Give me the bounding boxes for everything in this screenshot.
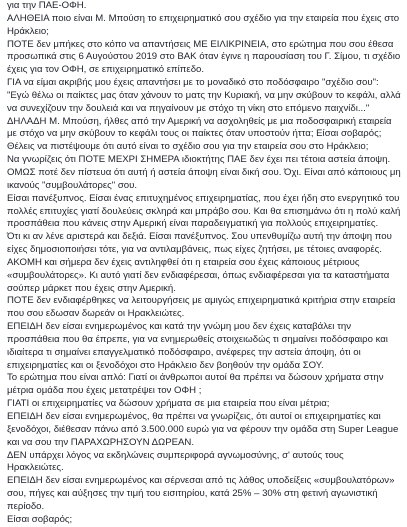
paragraph: ΠΟΤΕ δεν ενδιαφέρθηκες να λειτουργήσεις με αμιγώς επιχειρηματικά κριτήρια στην εταιρεία που σου εδωσαν δωρεάν οι Ηρακλειώτες. — [7, 295, 396, 320]
paragraph: Είσαι πανέξυπνος. Είσαι ένας επιτυχημένος επιχειρηματίας, που έχει ήδη στο ενεργητικό του πολλές επιτυχίες γιατί δουλεύεις σκληρά και μπράβο σου. Και θα επισημάνω ότι η πολύ καλή προσπάθεια που κάνεις στην Αμερική είναι παραδειγματική για πολλούς επιχειρηματίες. — [7, 192, 401, 230]
paragraph: ΠΟΤΕ δεν μπήκες στο κόπο να απαντήσεις ΜΕ ΕΙΛΙΚΡΙΝΕΙΑ, στο ερώτημα που σου έθεσα προσωπικά στις 6 Αυγούστου 2019 στο ΒΑΚ όταν έγινε η παρουσίαση του Γ. Σίμου, τι σχέδιο έχεις για τον ΟΦΗ, σε επιχειρηματικό επίπεδο. — [7, 38, 401, 76]
paragraph: ΟΜΩΣ ποτέ δεν πίστευα ότι αυτή ή αστεία άποψη είναι δική σου. Όχι. Είναι από κάποιους μη ικανούς "συμβουλάτορες" σου. — [7, 166, 401, 191]
paragraph: Είσαι σοβαρός; — [7, 513, 73, 525]
paragraph: ΑΚΟΜΗ και σήμερα δεν έχεις αντιληφθεί ότι η εταιρεία σου έχεις κάποιους μέτριους «συμβουλάτορες». Κι αυτό γιατί δεν ενδιαφέρεσαι, όπως ενδιαφέρεσαι για τα καταστήματα σούπερ μάρκετ που έχεις στην Αμερική. — [7, 256, 390, 294]
paragraph: ΕΠΕΙΔΗ δεν είσαι ενημερωμένος και κατά την γνώμη μου δεν έχεις καταβάλει την προσπάθεια που θα έπρεπε, για να ενημερωθείς στοιχειωδώς τι σημαίνει ποδόσφαιρο και ιδιαίτερα τι σημαίνει επαγγελματικό ποδόσφαιρο, ανέφερες την αστεία άποψη, ότι οι επιχειρηματίες και οι ξενοδόχοι στο Ηράκλειο δεν βοηθούν την ομάδα ΣΟΥ. — [7, 321, 388, 371]
paragraph: ΕΠΕΙΔΗ δεν είσαι ενημερωμένος, θα πρέπει να γνωρίζεις, ότι αυτοί οι επιχειρηματίες και ξενοδόχοι, διέθεσαν πάνω από 3.500.000 ευρώ για να φέρουν την ομάδα στη Super League και να σου την ΠΑΡΑΧΩΡΗΣΟΥΝ ΔΩΡΕΑΝ. — [7, 411, 399, 448]
paragraph: ΑΛΗΘΕΙΑ ποιο είναι Μ. Μπούση το επιχειρηματικό σου σχέδιο για την εταιρεία που έχεις στο Ηράκλειο; — [7, 12, 400, 37]
paragraph: ΕΠΕΙΔΗ δεν είσαι ενημερωμένος και σέρνεσαι από τις λάθος υποδείξεις «συμβουλατόρων» σου, πήγες και αύξησες την τιμή του εισιτηρίου, κατά 25% – 30% στη φετινή αγωνιστική περίοδο. — [7, 475, 395, 512]
paragraph: ΓΙΑ να είμαι ακριβής μου έχεις απαντήσει με το μοναδικό στο ποδόσφαιρο "σχέδιο σου": — [7, 77, 379, 89]
paragraph: για την ΠΑΕ-ΟΦΗ. — [7, 0, 87, 11]
paragraph: ΔΗΛΑΔΗ Μ. Μπούση, ήλθες από την Αμερική να ασχοληθείς με μια ποδοσφαιρική εταιρεία με στόχο να μην σκύβουν το κεφάλι τους οι παίκτες όταν υποστούν ήττα; Είσαι σοβαρός; — [7, 115, 392, 140]
paragraph: ΓΙΑΤΙ οι επιχειρηματίες να δώσουν χρήματα σε μια εταιρεία που είναι μέτρια; — [7, 398, 330, 410]
paragraph: Ότι κι αν λένε αριστερά και δεξιά. Είσαι πανέξυπνος. Σου υπενθυμίζω αυτή την άποψη που είχες δημοσιοποιήσει τότε, για να αντιλαμβάνεις, πως είχες ζητήσει, με τέτοιες αναφορές. — [7, 231, 392, 256]
paragraph: Να γνωρίζεις ότι ΠΟΤΕ ΜΕΧΡΙ ΣΗΜΕΡΑ ιδιοκτήτης ΠΑΕ δεν έχει πει τέτοια αστεία άποψη. — [7, 154, 391, 166]
quote-paragraph: "Εγώ θέλω οι παίκτες μας όταν χάνουν το ματς την Κυριακή, να μην σκύβουν το κεφάλι, αλλά να συνεχίζουν την δουλειά και να πηγαίνουν με στόχο τη νίκη στο επόμενο παιχνίδι..." — [7, 89, 401, 114]
paragraph: Το ερώτημα που είναι απλό: Γιατί οι άνθρωποι αυτοί θα πρέπει να δώσουν χρήματα στην μέτρια ομάδα που έχεις μετατρέψει τον ΟΦΗ ; — [7, 372, 384, 397]
paragraph: ΔΕΝ υπάρχει λόγος να εκδηλώνεις συμπεριφορά αγνωμοσύνης, σ' αυτούς τους Ηρακλειώτες. — [7, 449, 344, 474]
paragraph: Θέλεις να πιστέψουμε ότι αυτό είναι το σχέδιο σου για την εταιρεία σου στο Ηράκλειο; — [7, 141, 369, 153]
